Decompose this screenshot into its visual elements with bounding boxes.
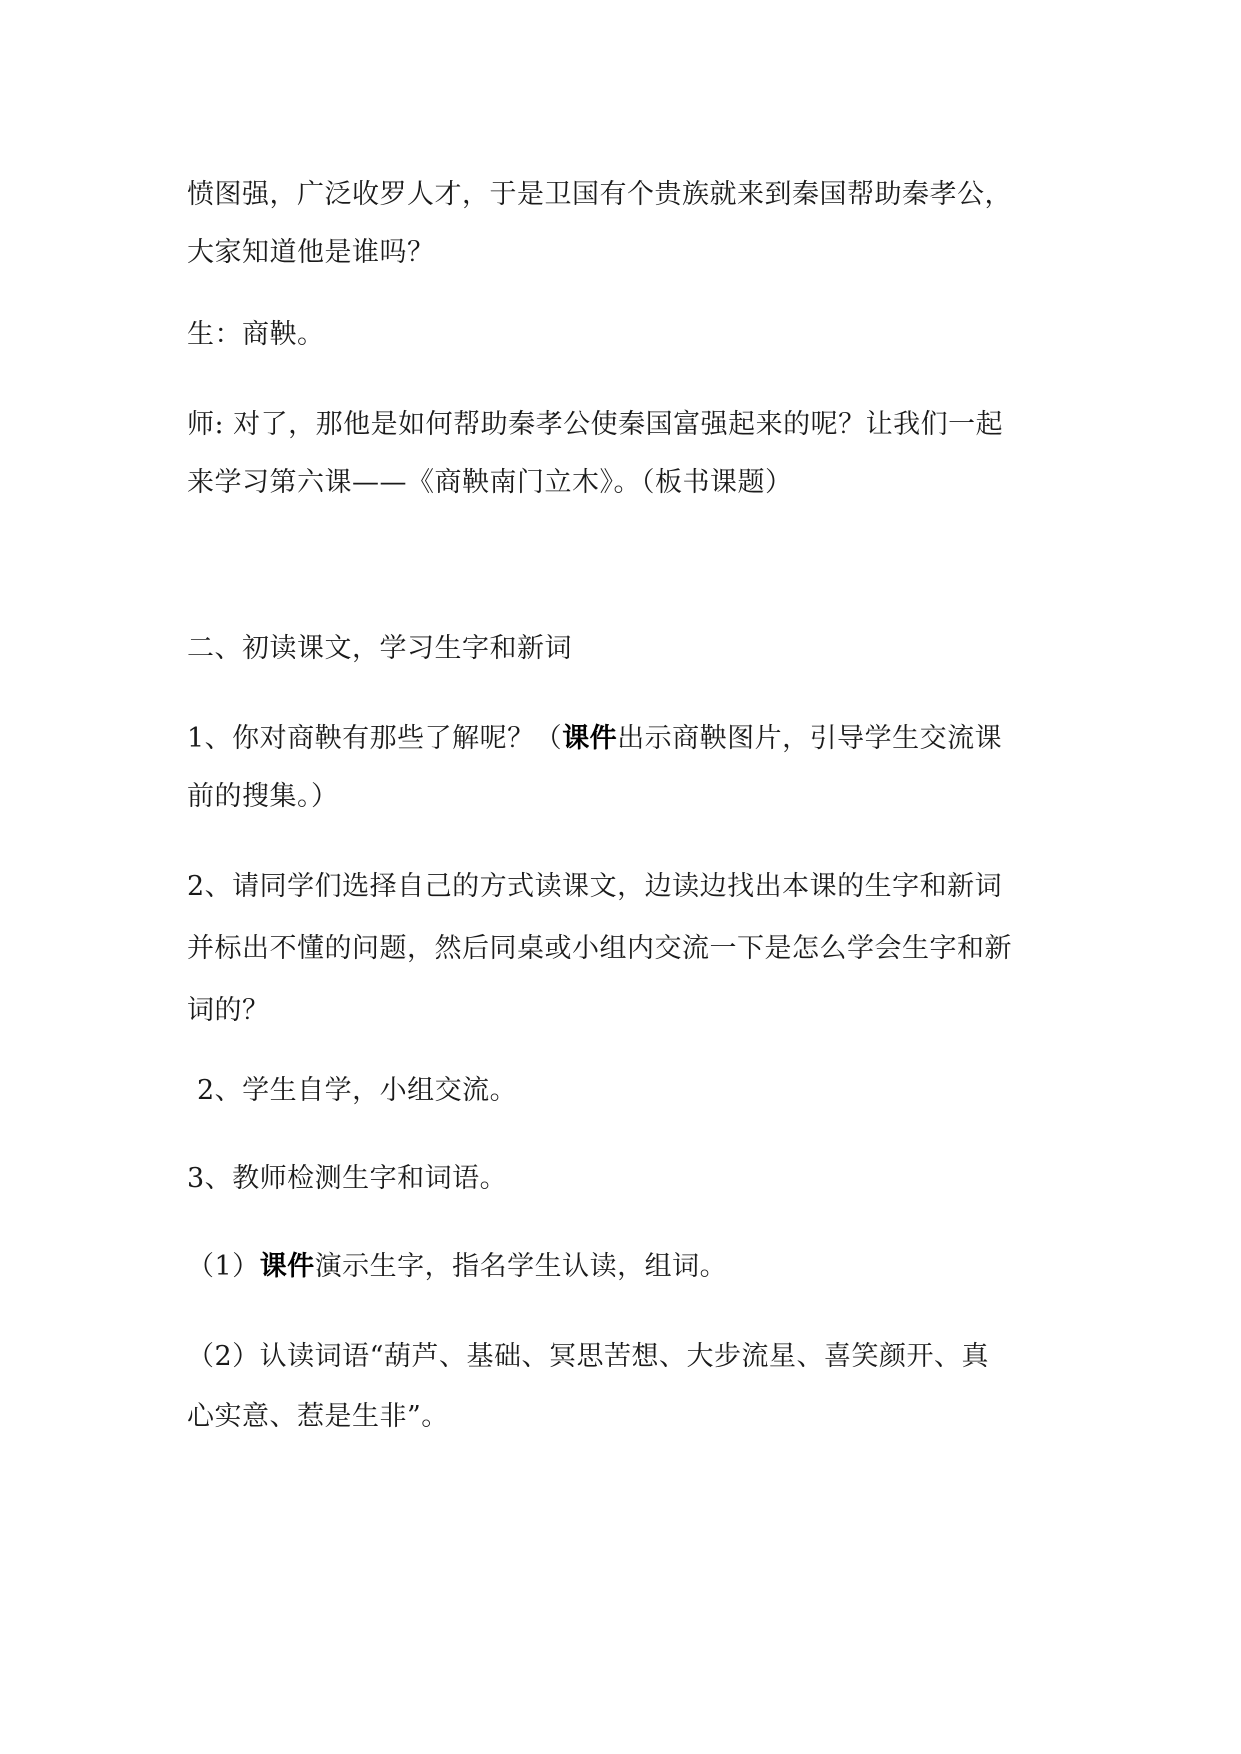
sub-item-number: （1） (187, 1251, 260, 1282)
list-item-line: 2、学生自学，小组交流。 (197, 1075, 518, 1106)
list-item-text: 出示商鞅图片，引导学生交流课 (617, 723, 1003, 754)
list-item-line: 2、请同学们选择自己的方式读课文，边读边找出本课的生字和新词 (187, 871, 1003, 902)
paragraph-line: 来学习第六课——《商鞅南门立木》。（板书课题） (187, 467, 793, 498)
courseware-label: 课件 (562, 723, 618, 754)
list-item-line (187, 722, 1067, 756)
list-item-line: 并标出不懂的问题，然后同桌或小组内交流一下是怎么学会生字和新 (187, 933, 1012, 964)
sub-item-text: 演示生字，指名学生认读，组词。 (314, 1251, 728, 1282)
sub-item-line: （2）认读词语“葫芦、基础、冥思苦想、大步流星、喜笑颜开、真 (187, 1341, 989, 1372)
sub-item-line (187, 1250, 1067, 1284)
paragraph-line: 师: 对了，那他是如何帮助秦孝公使秦国富强起来的呢？让我们一起 (187, 409, 1004, 440)
student-answer: 生：商鞅。 (187, 319, 325, 350)
paragraph-line: 大家知道他是谁吗？ (187, 237, 435, 268)
paragraph-line: 愤图强，广泛收罗人才，于是卫国有个贵族就来到秦国帮助秦孝公， (187, 179, 1012, 210)
list-item-line: 前的搜集。） (187, 781, 339, 812)
courseware-label: 课件 (259, 1251, 315, 1282)
list-item-text: 1、你对商鞅有那些了解呢？（ (187, 723, 563, 754)
list-item-line: 3、教师检测生字和词语。 (187, 1163, 508, 1194)
sub-item-line: 心实意、惹是生非”。 (187, 1401, 449, 1432)
section-heading: 二、初读课文，学习生字和新词 (187, 633, 572, 664)
list-item-line: 词的？ (187, 995, 270, 1026)
